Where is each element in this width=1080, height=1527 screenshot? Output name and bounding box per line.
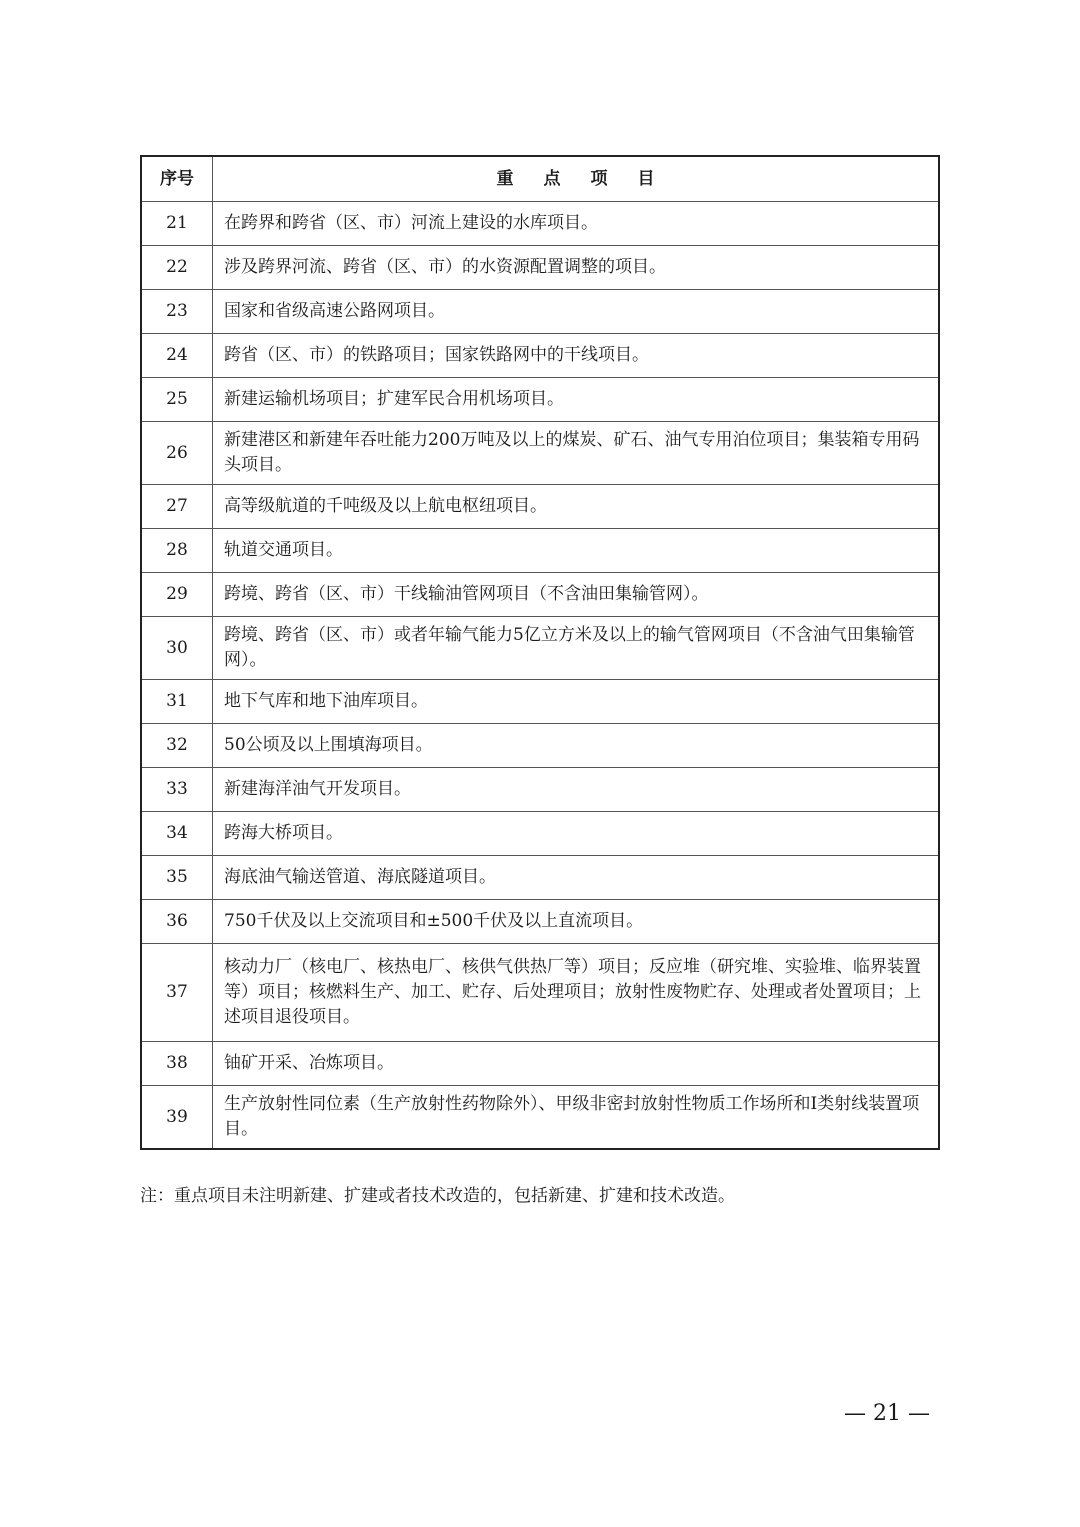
row-number: 28 bbox=[141, 529, 213, 573]
row-number: 29 bbox=[141, 573, 213, 617]
row-number: 27 bbox=[141, 485, 213, 529]
row-number: 36 bbox=[141, 900, 213, 944]
table-row bbox=[141, 812, 939, 856]
row-item-text: 铀矿开采、冶炼项目。 bbox=[213, 1042, 940, 1086]
row-number: 38 bbox=[141, 1042, 213, 1086]
row-number: 23 bbox=[141, 290, 213, 334]
table-row bbox=[141, 1086, 939, 1150]
table-row bbox=[141, 529, 939, 573]
row-item-text: 跨境、跨省（区、市）或者年输气能力5亿立方米及以上的输气管网项目（不含油气田集输管网）。 bbox=[213, 617, 940, 680]
project-table bbox=[140, 155, 940, 1150]
table-header-row bbox=[141, 156, 939, 202]
table-row bbox=[141, 944, 939, 1042]
row-number: 26 bbox=[141, 422, 213, 485]
row-number: 32 bbox=[141, 724, 213, 768]
table-row bbox=[141, 334, 939, 378]
row-item-text: 在跨界和跨省（区、市）河流上建设的水库项目。 bbox=[213, 202, 940, 246]
table-row bbox=[141, 1042, 939, 1086]
row-item-text: 750千伏及以上交流项目和±500千伏及以上直流项目。 bbox=[213, 900, 940, 944]
row-number: 30 bbox=[141, 617, 213, 680]
table-row bbox=[141, 246, 939, 290]
row-item-text: 跨境、跨省（区、市）干线输油管网项目（不含油田集输管网）。 bbox=[213, 573, 940, 617]
row-item-text: 跨海大桥项目。 bbox=[213, 812, 940, 856]
row-number: 34 bbox=[141, 812, 213, 856]
row-number: 25 bbox=[141, 378, 213, 422]
table-row bbox=[141, 617, 939, 680]
table-row bbox=[141, 856, 939, 900]
table-row bbox=[141, 378, 939, 422]
row-number: 37 bbox=[141, 944, 213, 1042]
table-body bbox=[141, 202, 939, 1150]
table-row bbox=[141, 680, 939, 724]
page-number: — 21 — bbox=[844, 1401, 930, 1426]
table-row bbox=[141, 768, 939, 812]
table-row bbox=[141, 422, 939, 485]
row-item-text: 国家和省级高速公路网项目。 bbox=[213, 290, 940, 334]
row-item-text: 生产放射性同位素（生产放射性药物除外）、甲级非密封放射性物质工作场所和Ⅰ类射线装置项目。 bbox=[213, 1086, 940, 1150]
header-item: 重点项目 bbox=[213, 156, 940, 202]
table-row bbox=[141, 290, 939, 334]
row-number: 24 bbox=[141, 334, 213, 378]
row-item-text: 核动力厂（核电厂、核热电厂、核供气供热厂等）项目；反应堆（研究堆、实验堆、临界装置等）项目；核燃料生产、加工、贮存、后处理项目；放射性废物贮存、处理或者处置项目；上述项目退役项目。 bbox=[213, 944, 940, 1042]
row-item-text: 涉及跨界河流、跨省（区、市）的水资源配置调整的项目。 bbox=[213, 246, 940, 290]
table-row bbox=[141, 202, 939, 246]
footnote: 注：重点项目未注明新建、扩建或者技术改造的，包括新建、扩建和技术改造。 bbox=[140, 1186, 735, 1206]
row-item-text: 海底油气输送管道、海底隧道项目。 bbox=[213, 856, 940, 900]
table-row bbox=[141, 724, 939, 768]
row-item-text: 轨道交通项目。 bbox=[213, 529, 940, 573]
row-item-text: 新建海洋油气开发项目。 bbox=[213, 768, 940, 812]
row-number: 22 bbox=[141, 246, 213, 290]
row-item-text: 高等级航道的千吨级及以上航电枢纽项目。 bbox=[213, 485, 940, 529]
table-row bbox=[141, 900, 939, 944]
row-number: 31 bbox=[141, 680, 213, 724]
row-number: 21 bbox=[141, 202, 213, 246]
table-row bbox=[141, 485, 939, 529]
row-number: 39 bbox=[141, 1086, 213, 1150]
row-item-text: 50公顷及以上围填海项目。 bbox=[213, 724, 940, 768]
row-item-text: 地下气库和地下油库项目。 bbox=[213, 680, 940, 724]
table-row bbox=[141, 573, 939, 617]
row-item-text: 新建港区和新建年吞吐能力200万吨及以上的煤炭、矿石、油气专用泊位项目；集装箱专用码头项目。 bbox=[213, 422, 940, 485]
row-item-text: 跨省（区、市）的铁路项目；国家铁路网中的干线项目。 bbox=[213, 334, 940, 378]
row-number: 33 bbox=[141, 768, 213, 812]
header-number: 序号 bbox=[141, 156, 213, 202]
row-item-text: 新建运输机场项目；扩建军民合用机场项目。 bbox=[213, 378, 940, 422]
row-number: 35 bbox=[141, 856, 213, 900]
